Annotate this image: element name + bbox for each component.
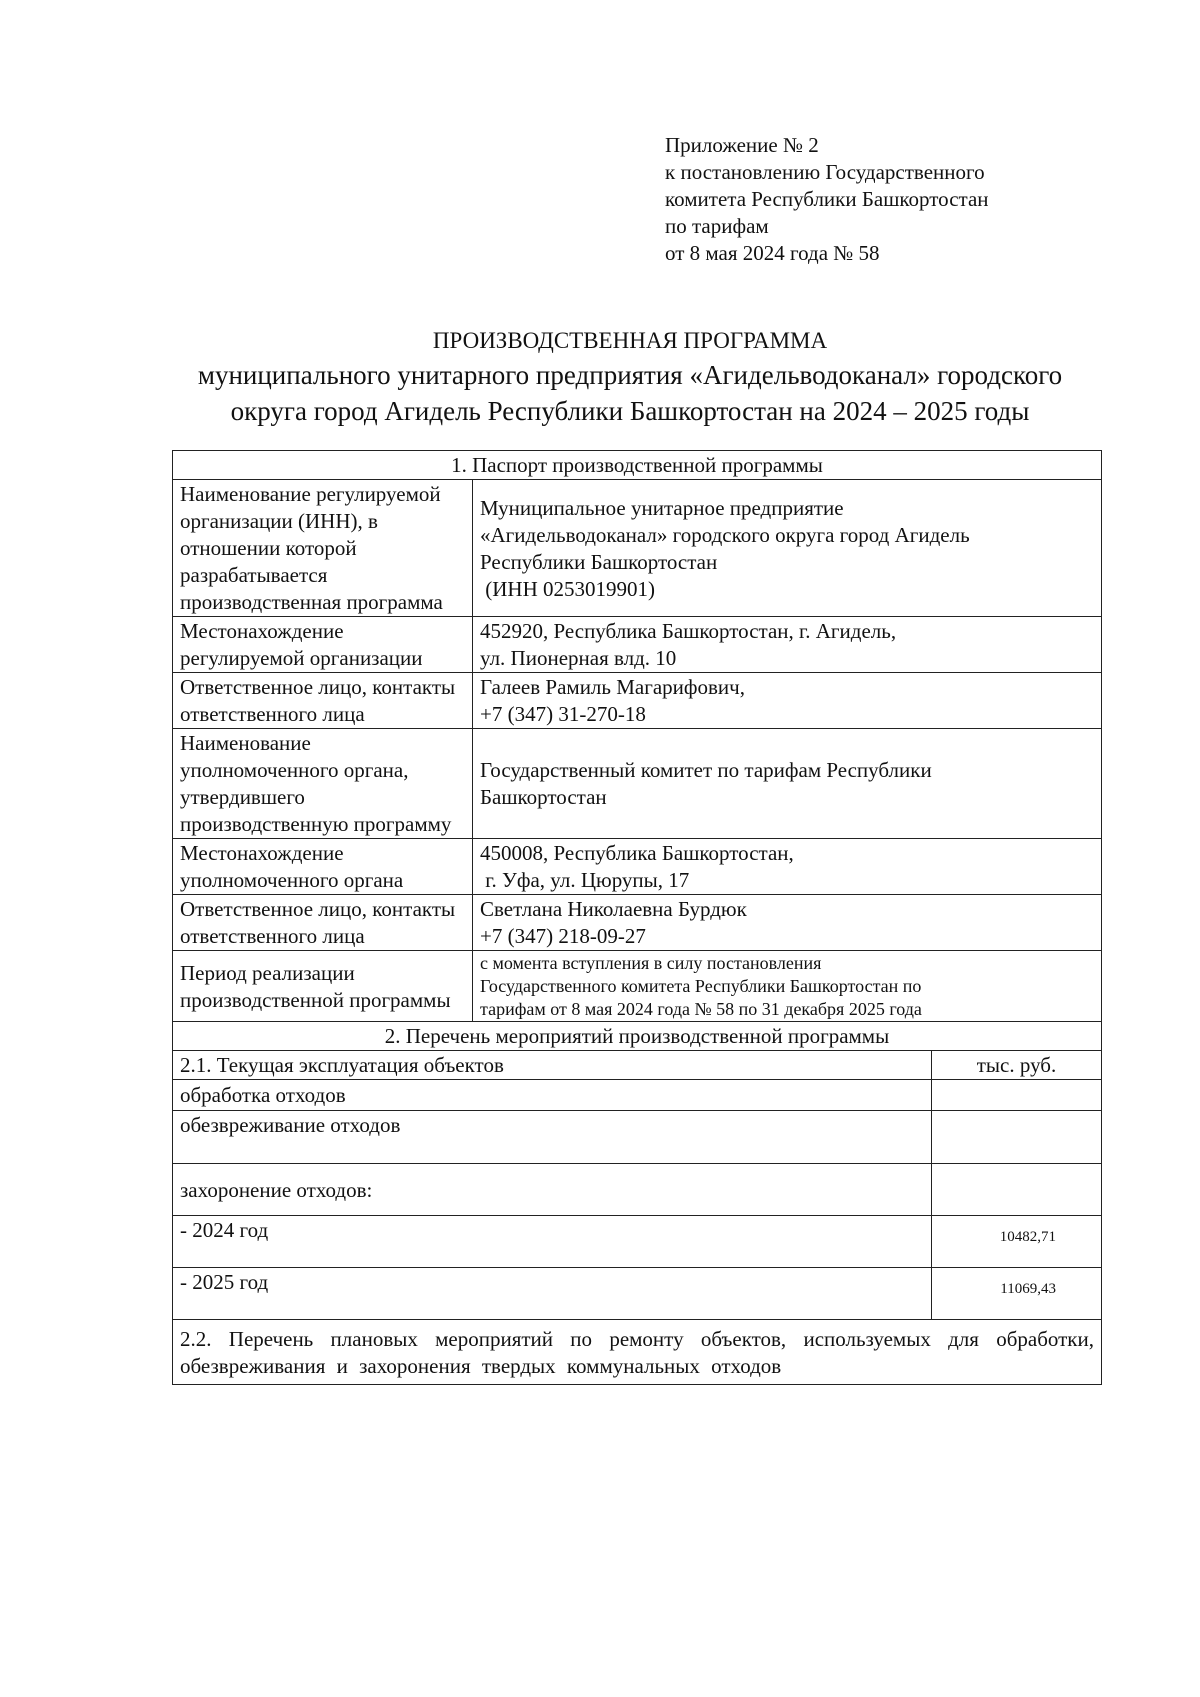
passport-row <box>173 480 1102 617</box>
passport-row <box>173 617 1102 673</box>
value-line: Башкортостан <box>480 785 607 809</box>
year-2025-value: 11069,43 <box>932 1268 1102 1320</box>
repair-list-row <box>173 1320 1102 1385</box>
value-line: 452920, Республика Башкортостан, г. Агидель, <box>480 619 897 643</box>
passport-row <box>173 839 1102 895</box>
value-line: Государственный комитет по тарифам Республики <box>480 758 932 782</box>
value-line: с момента вступления в силу постановления <box>480 953 822 973</box>
appendix-line: к постановлению Государственного <box>665 160 985 184</box>
operation-row <box>173 1268 1102 1320</box>
passport-value <box>473 673 1102 729</box>
document-title <box>150 326 1110 428</box>
value-line: +7 (347) 218-09-27 <box>480 924 646 948</box>
passport-label: Местонахождение регулируемой организации <box>173 617 473 673</box>
operation-row <box>173 1111 1102 1164</box>
operation-row <box>173 1080 1102 1111</box>
value-line: г. Уфа, ул. Цюрупы, 17 <box>480 868 690 892</box>
value-line: Светлана Николаевна Бурдюк <box>480 897 747 921</box>
passport-value <box>473 839 1102 895</box>
value-line: тарифам от 8 мая 2024 года № 58 по 31 декабря 2025 года <box>480 999 922 1019</box>
year-2025-label: - 2025 год <box>173 1268 932 1320</box>
passport-row <box>173 729 1102 839</box>
passport-row <box>173 895 1102 951</box>
passport-value <box>473 480 1102 617</box>
section-2-header-row <box>173 1022 1102 1051</box>
burial-value <box>932 1164 1102 1216</box>
value-line: Государственного комитета Республики Башкортостан по <box>480 976 922 996</box>
year-2024-value: 10482,71 <box>932 1216 1102 1268</box>
program-table <box>172 450 1102 1385</box>
passport-label: Ответственное лицо, контакты ответственного лица <box>173 673 473 729</box>
section-1-header-row <box>173 451 1102 480</box>
title-sub-line-1: муниципального унитарного предприятия «Агидельводоканал» городского <box>197 360 1063 390</box>
value-line: ул. Пионерная влд. 10 <box>480 646 677 670</box>
section-1-header: 1. Паспорт производственной программы <box>173 451 1102 480</box>
operation-header-row <box>173 1051 1102 1080</box>
operation-row <box>173 1216 1102 1268</box>
appendix-block <box>665 132 989 267</box>
processing-value <box>932 1080 1102 1111</box>
passport-row <box>173 951 1102 1022</box>
processing-label: обработка отходов <box>173 1080 932 1111</box>
year-2024-label: - 2024 год <box>173 1216 932 1268</box>
passport-value <box>473 895 1102 951</box>
operation-label: 2.1. Текущая эксплуатация объектов <box>173 1051 932 1080</box>
passport-label: Период реализации производственной программы <box>173 951 473 1022</box>
repair-list-label: 2.2. Перечень плановых мероприятий по ремонту объектов, используемых для обработки, обезвреживания и захоронения твердых коммунальных отходов <box>173 1320 1102 1385</box>
appendix-line: Приложение № 2 <box>665 133 819 157</box>
value-line: +7 (347) 31-270-18 <box>480 702 646 726</box>
value-line: Муниципальное унитарное предприятие <box>480 495 844 520</box>
appendix-line: по тарифам <box>665 214 769 238</box>
operation-row <box>173 1164 1102 1216</box>
passport-value <box>473 729 1102 839</box>
passport-label: Ответственное лицо, контакты ответственного лица <box>173 895 473 951</box>
value-line: «Агидельводоканал» городского округа город Агидель <box>480 522 970 547</box>
passport-label: Местонахождение уполномоченного органа <box>173 839 473 895</box>
unit-label: тыс. руб. <box>932 1051 1102 1080</box>
burial-label: захоронение отходов: <box>173 1164 932 1216</box>
passport-value <box>473 617 1102 673</box>
section-2-header: 2. Перечень мероприятий производственной программы <box>173 1022 1102 1051</box>
passport-label: Наименование уполномоченного органа, утвердившего производственную программу <box>173 729 473 839</box>
value-line: Республики Башкортостан <box>480 549 718 574</box>
neutralization-value <box>932 1111 1102 1164</box>
value-line: Галеев Рамиль Магарифович, <box>480 675 745 699</box>
value-line: 450008, Республика Башкортостан, <box>480 841 794 865</box>
title-sub-line-2: округа город Агидель Республики Башкортостан на 2024 – 2025 годы <box>230 396 1030 426</box>
neutralization-label: обезвреживание отходов <box>173 1111 932 1164</box>
passport-label: Наименование регулируемой организации (ИНН), в отношении которой разрабатывается производственная программа <box>173 480 473 617</box>
value-line: (ИНН 0253019901) <box>480 576 655 601</box>
title-main: ПРОИЗВОДСТВЕННАЯ ПРОГРАММА <box>432 328 828 353</box>
passport-value <box>473 951 1102 1022</box>
appendix-line: от 8 мая 2024 года № 58 <box>665 241 880 265</box>
passport-row <box>173 673 1102 729</box>
appendix-line: комитета Республики Башкортостан <box>665 187 989 211</box>
